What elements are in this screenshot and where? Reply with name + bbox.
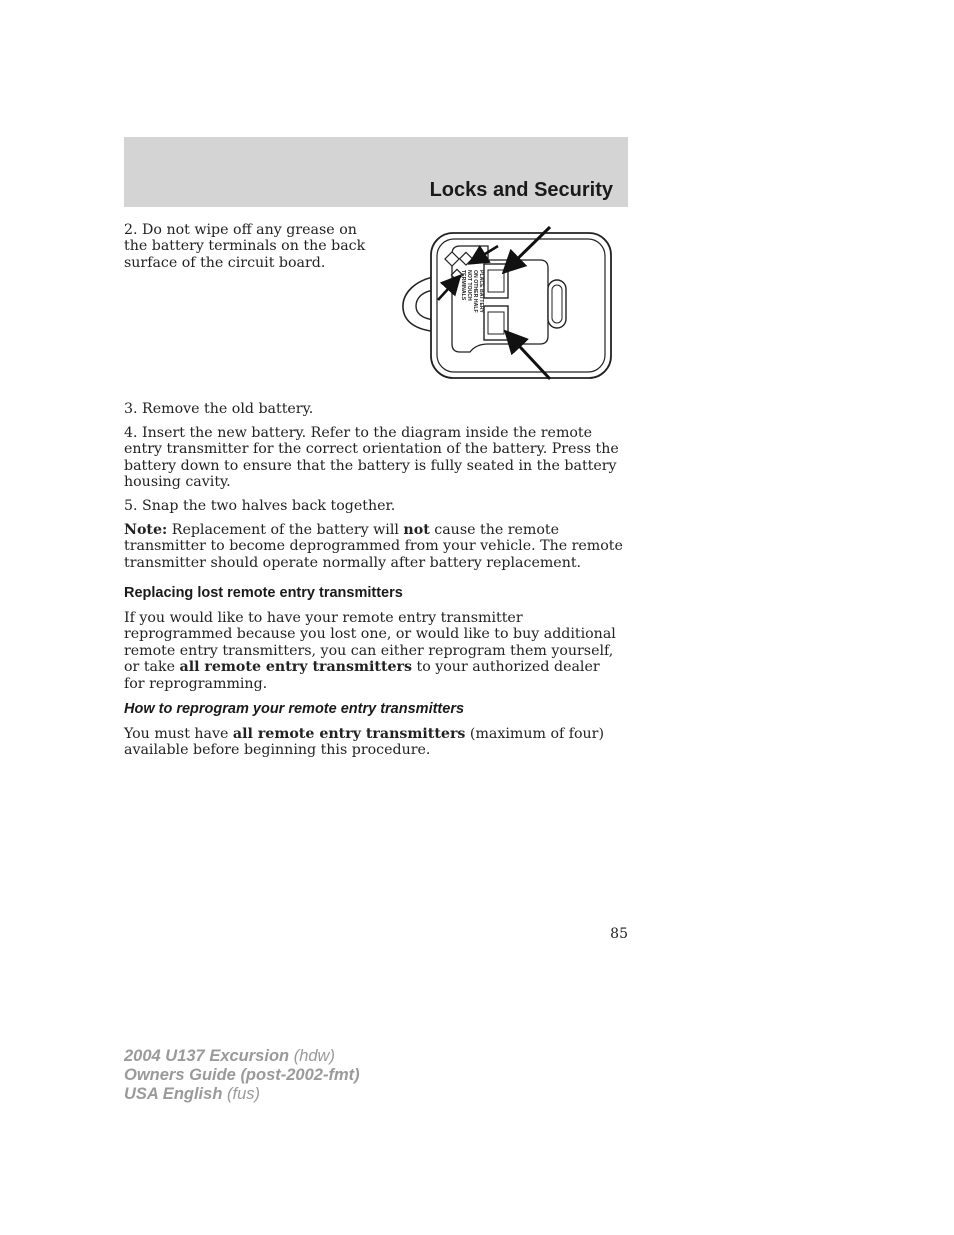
remote-transmitter-diagram — [400, 224, 615, 384]
step-2: 2. Do not wipe off any grease on the battery terminals on the back surface of the circuit board. — [124, 222, 366, 271]
document-footer — [124, 1047, 360, 1104]
battery-label-line-4: TERMINALS — [460, 270, 466, 301]
section-title: Locks and Security — [429, 179, 613, 201]
note-emphasis: not — [403, 522, 430, 538]
section-heading-replacing: Replacing lost remote entry transmitters — [124, 585, 403, 601]
step-3: 3. Remove the old battery. — [124, 401, 314, 417]
note-label: Note: — [124, 522, 168, 538]
battery-label-line-2: ON OTHER HALF — [472, 270, 478, 313]
footer-line-3: USA English (fus) — [124, 1085, 260, 1103]
page-number: 85 — [610, 926, 628, 942]
button-slot — [548, 280, 566, 328]
reprogram-paragraph: You must have all remote entry transmitters (maximum of four) available before beginning this procedure. — [124, 726, 605, 759]
step-4: 4. Insert the new battery. Refer to the diagram inside the remote entry transmitter for the correct orientation of the battery. Press the battery down to ensure that the battery is fully seated in the battery housing cavity. — [124, 425, 619, 491]
battery-label-line-1: PLACE BATTERY — [478, 270, 484, 313]
footer-line-1: 2004 U137 Excursion (hdw) — [124, 1047, 335, 1065]
footer-line-2: Owners Guide (post-2002-fmt) — [124, 1066, 360, 1084]
section-header — [124, 137, 628, 207]
note-paragraph: Note: Replacement of the battery will not cause the remote transmitter to become deprogrammed from your vehicle. The remote transmitter should operate normally after battery replacement. — [124, 522, 623, 571]
battery-label-line-3: NOT TOUCH — [466, 270, 472, 301]
step-5: 5. Snap the two halves back together. — [124, 498, 396, 514]
section-heading-reprogram: How to reprogram your remote entry transmitters — [124, 701, 465, 717]
replacing-paragraph: If you would like to have your remote entry transmitter reprogrammed because you lost one, or would like to buy additional remote entry transmitters, you can either reprogram them yourself, or take all remote entry transmitters to your authorized dealer for reprogramming. — [124, 610, 616, 692]
